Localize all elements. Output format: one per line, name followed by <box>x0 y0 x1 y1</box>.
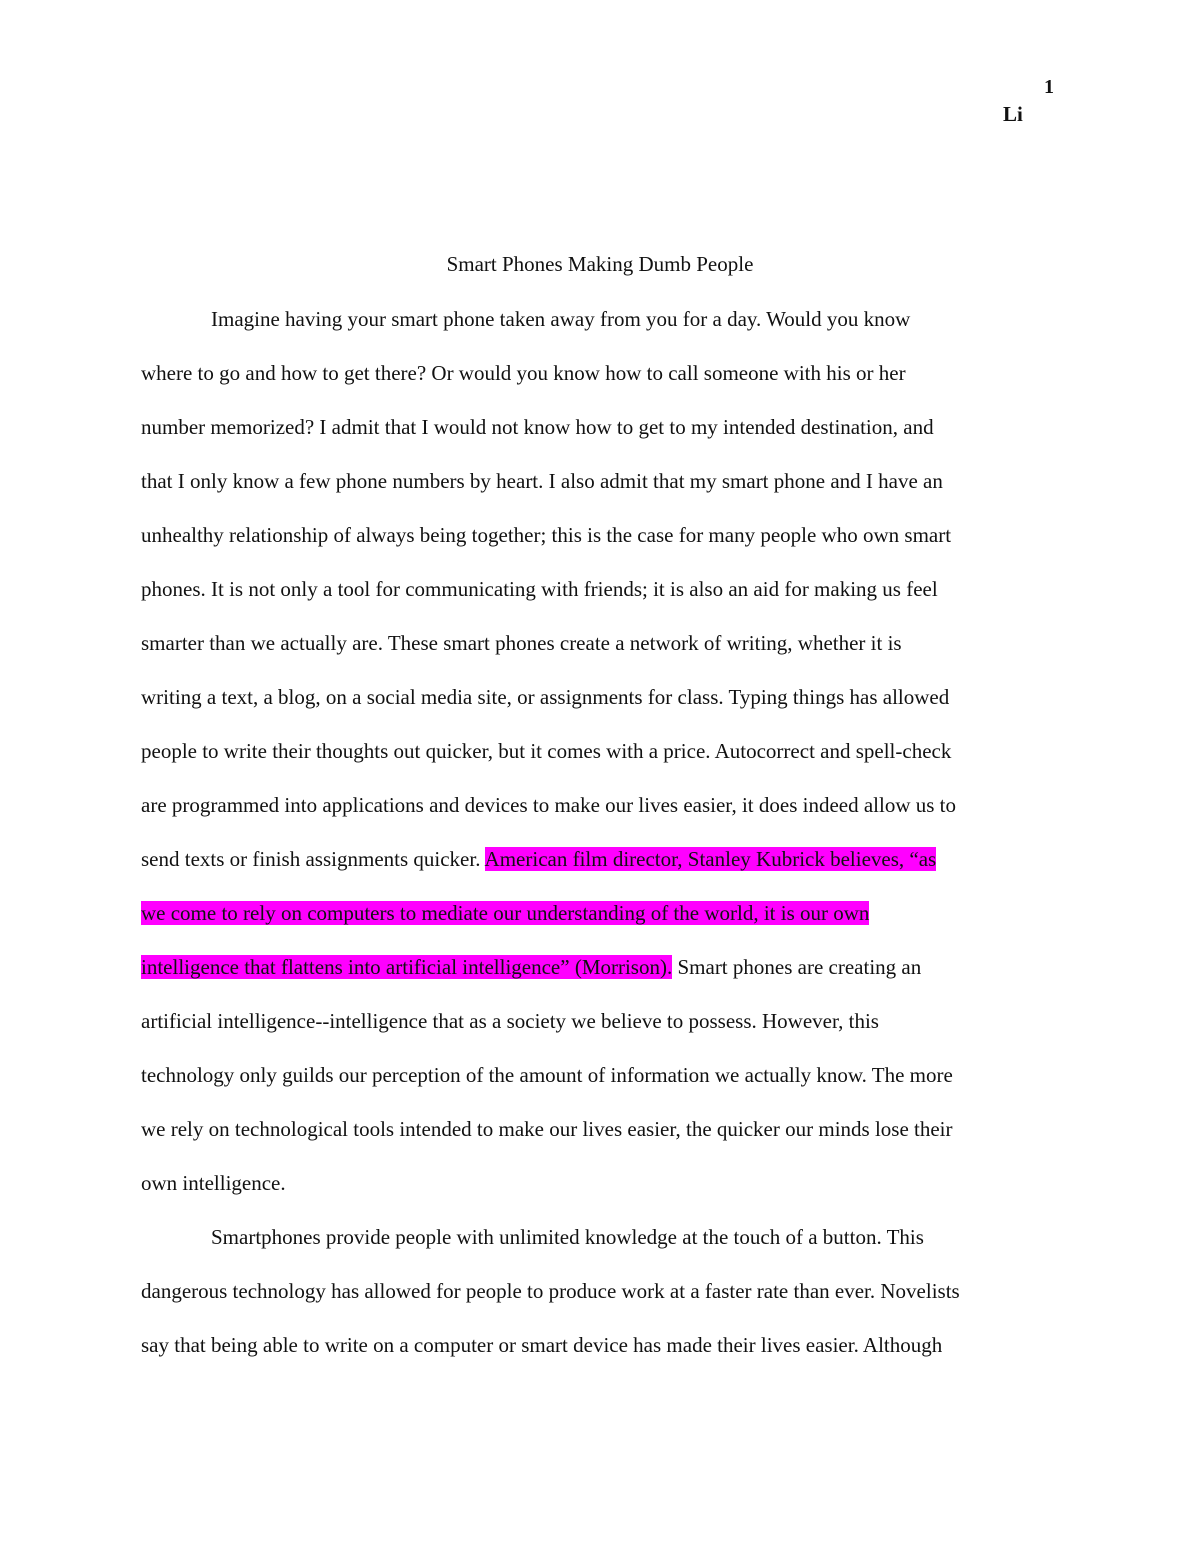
body-line: dangerous technology has allowed for people to produce work at a faster rate than ever. Novelists <box>141 1279 960 1303</box>
body-line: Imagine having your smart phone taken away from you for a day. Would you know <box>211 307 911 331</box>
body-line: unhealthy relationship of always being together; this is the case for many people who own smart <box>141 523 952 547</box>
body-line: where to go and how to get there? Or would you know how to call someone with his or her <box>141 361 906 385</box>
body-line: phones. It is not only a tool for communicating with friends; it is also an aid for making us feel <box>141 577 938 601</box>
body-line: say that being able to write on a computer or smart device has made their lives easier. Although <box>141 1333 943 1357</box>
body-line <box>141 843 936 875</box>
body-line: people to write their thoughts out quicker, but it comes with a price. Autocorrect and spell-check <box>141 739 952 763</box>
body-line: artificial intelligence--intelligence that as a society we believe to possess. However, this <box>141 1009 879 1033</box>
body-line <box>141 897 869 929</box>
body-line: smarter than we actually are. These smart phones create a network of writing, whether it is <box>141 631 902 655</box>
highlighted-quote: intelligence that flattens into artificial intelligence” (Morrison). <box>141 955 673 979</box>
essay-title: Smart Phones Making Dumb People <box>446 252 754 276</box>
body-text: Smart phones are creating an <box>672 955 922 979</box>
body-line: are programmed into applications and devices to make our lives easier, it does indeed allow us to <box>141 793 957 817</box>
body-line: number memorized? I admit that I would not know how to get to my intended destination, and <box>141 415 934 439</box>
body-line: Smartphones provide people with unlimited knowledge at the touch of a button. This <box>211 1225 924 1249</box>
body-line: we rely on technological tools intended to make our lives easier, the quicker our minds lose their <box>141 1117 953 1141</box>
page-number: 1 <box>1044 76 1054 98</box>
body-text: send texts or finish assignments quicker. <box>141 847 485 871</box>
body-line: own intelligence. <box>141 1171 286 1195</box>
body-line <box>141 951 921 983</box>
highlighted-quote: we come to rely on computers to mediate our understanding of the world, it is our own <box>141 901 870 925</box>
highlighted-quote: American film director, Stanley Kubrick believes, “as <box>484 847 937 871</box>
body-line: technology only guilds our perception of the amount of information we actually know. The more <box>141 1063 953 1087</box>
body-line: writing a text, a blog, on a social media site, or assignments for class. Typing things has allowed <box>141 685 950 709</box>
body-line: that I only know a few phone numbers by heart. I also admit that my smart phone and I have an <box>141 469 943 493</box>
author-surname: Li <box>1003 102 1023 126</box>
